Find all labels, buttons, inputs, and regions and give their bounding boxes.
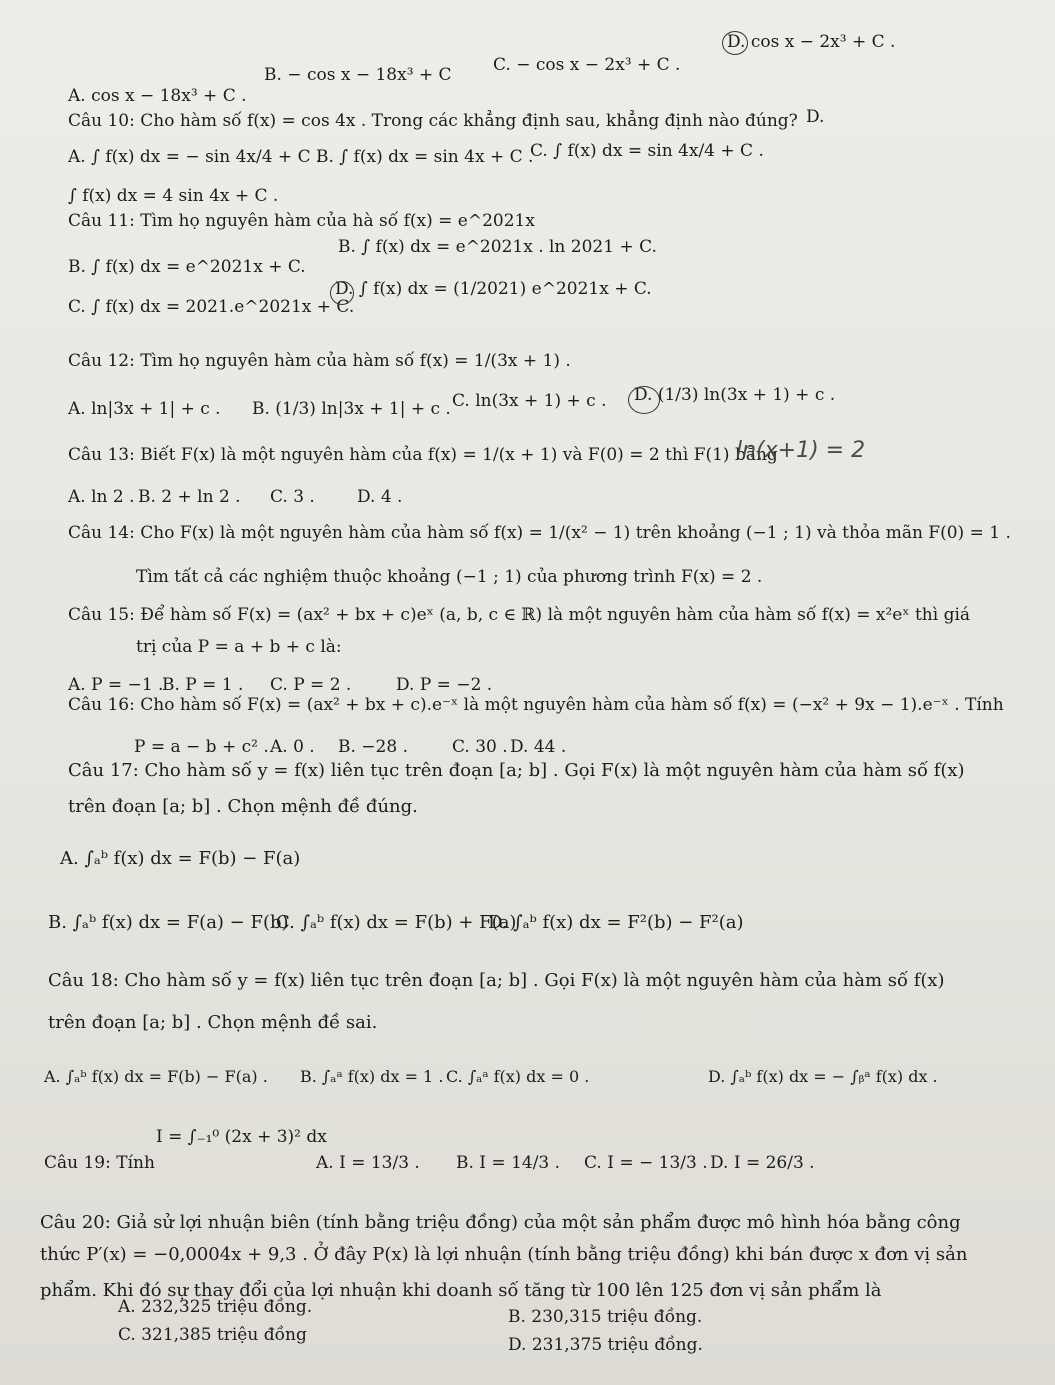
q19-option-b: B. I = 14/3 . (456, 1153, 561, 1173)
q20-option-d: D. 231,375 triệu đồng. (508, 1335, 703, 1355)
q20-line3: phẩm. Khi đó sự thay đổi của lợi nhuận khi doanh số tăng từ 100 lên 125 đơn vị sản phẩm là (40, 1280, 882, 1301)
q10-option-a: A. ∫ f(x) dx = − sin 4x/4 + C . (68, 147, 322, 167)
q20-option-a: A. 232,325 triệu đồng. (118, 1297, 313, 1317)
answer-mark-circle (722, 31, 748, 55)
q10-option-b: B. ∫ f(x) dx = sin 4x + C . (316, 147, 534, 167)
q9-option-c: C. − cos x − 2x³ + C . (493, 55, 681, 75)
q11-option-d: D. ∫ f(x) dx = (1/2021) e^2021x + C. (335, 279, 652, 299)
q12-stem: Câu 12: Tìm họ nguyên hàm của hàm số f(x) = 1/(3x + 1) . (68, 351, 571, 371)
q16-option-a: A. 0 . (270, 737, 315, 757)
q16-option-c: C. 30 . (452, 737, 508, 757)
q17-option-a: A. ∫ₐᵇ f(x) dx = F(b) − F(a) (60, 848, 301, 869)
q12-option-c: C. ln(3x + 1) + c . (452, 391, 607, 411)
q12-option-a: A. ln|3x + 1| + c . (68, 399, 221, 419)
q15-option-c: C. P = 2 . (270, 675, 352, 695)
q18-option-a: A. ∫ₐᵇ f(x) dx = F(b) − F(a) . (44, 1067, 268, 1086)
q13-option-d: D. 4 . (357, 487, 403, 507)
q15-option-d: D. P = −2 . (396, 675, 493, 695)
q10-option-d: D. (806, 107, 825, 127)
q16-stem: Câu 16: Cho hàm số F(x) = (ax² + bx + c).e⁻ˣ là một nguyên hàm của hàm số f(x) = (−x² + 9x − 1).e⁻ˣ . Tính (68, 695, 1004, 715)
q10-stem: Câu 10: Cho hàm số f(x) = cos 4x . Trong các khẳng định sau, khẳng định nào đúng? (68, 111, 798, 131)
q18-stem: Câu 18: Cho hàm số y = f(x) liên tục trên đoạn [a; b] . Gọi F(x) là một nguyên hàm của hàm số f(x) (48, 970, 945, 991)
q18-option-b: B. ∫ₐᵃ f(x) dx = 1 . (300, 1067, 444, 1086)
handwritten-note: ln(x+1) = 2 (736, 438, 866, 463)
q12-option-d: D. (1/3) ln(3x + 1) + c . (634, 385, 836, 405)
answer-mark-circle (628, 386, 660, 414)
q18-line2: trên đoạn [a; b] . Chọn mệnh đề sai. (48, 1012, 378, 1033)
q11-option-b1: B. ∫ f(x) dx = e^2021x + C. (68, 257, 306, 277)
q19-integral: I = ∫₋₁⁰ (2x + 3)² dx (156, 1127, 327, 1147)
q10-option-d-text: ∫ f(x) dx = 4 sin 4x + C . (68, 186, 279, 206)
q11-option-c: C. ∫ f(x) dx = 2021.e^2021x + C. (68, 297, 355, 317)
q17-option-d: D. ∫ₐᵇ f(x) dx = F²(b) − F²(a) (488, 912, 744, 933)
q16-option-d: D. 44 . (510, 737, 567, 757)
q19-option-d: D. I = 26/3 . (710, 1153, 815, 1173)
q18-option-c: C. ∫ₐᵃ f(x) dx = 0 . (446, 1067, 590, 1086)
q15-line2: trị của P = a + b + c là: (136, 637, 342, 657)
q15-stem: Câu 15: Để hàm số F(x) = (ax² + bx + c)eˣ (a, b, c ∈ ℝ) là một nguyên hàm của hàm số f(x) = x²eˣ thì giá (68, 605, 971, 625)
q20-option-c: C. 321,385 triệu đồng (118, 1325, 307, 1345)
q9-option-b: B. − cos x − 18x³ + C (264, 65, 452, 85)
q16-option-b: B. −28 . (338, 737, 408, 757)
q15-option-a: A. P = −1 . (68, 675, 164, 695)
q13-stem: Câu 13: Biết F(x) là một nguyên hàm của f(x) = 1/(x + 1) và F(0) = 2 thì F(1) bằng (68, 445, 778, 465)
q13-option-a: A. ln 2 . (68, 487, 135, 507)
q13-option-b: B. 2 + ln 2 . (138, 487, 241, 507)
q20-option-b: B. 230,315 triệu đồng. (508, 1307, 703, 1327)
q9-option-a: A. cos x − 18x³ + C . (68, 86, 247, 106)
q14-stem: Câu 14: Cho F(x) là một nguyên hàm của hàm số f(x) = 1/(x² − 1) trên khoảng (−1 ; 1) và thỏa mãn F(0) = 1 . (68, 523, 1011, 543)
q14-line2: Tìm tất cả các nghiệm thuộc khoảng (−1 ; 1) của phương trình F(x) = 2 . (136, 567, 763, 587)
q19-label: Câu 19: Tính (44, 1153, 155, 1173)
q19-option-a: A. I = 13/3 . (316, 1153, 420, 1173)
q15-option-b: B. P = 1 . (162, 675, 244, 695)
q19-option-c: C. I = − 13/3 . (584, 1153, 708, 1173)
q17-option-b: B. ∫ₐᵇ f(x) dx = F(a) − F(b) (48, 912, 289, 933)
answer-mark-circle (330, 281, 354, 305)
q13-option-c: C. 3 . (270, 487, 315, 507)
q20-line2: thức P′(x) = −0,0004x + 9,3 . Ở đây P(x) là lợi nhuận (tính bằng triệu đồng) khi bán được x đơn vị sản (40, 1244, 968, 1265)
q17-line2: trên đoạn [a; b] . Chọn mệnh đề đúng. (68, 796, 418, 817)
q18-option-d: D. ∫ₐᵇ f(x) dx = − ∫ᵦᵃ f(x) dx . (708, 1067, 938, 1086)
q12-option-b: B. (1/3) ln|3x + 1| + c . (252, 399, 451, 419)
q11-stem: Câu 11: Tìm họ nguyên hàm của hà số f(x) = e^2021x (68, 211, 535, 231)
q9-option-d: D. cos x − 2x³ + C . (727, 32, 896, 52)
q17-option-c: C. ∫ₐᵇ f(x) dx = F(b) + F(a) (276, 912, 517, 933)
q10-option-c: C. ∫ f(x) dx = sin 4x/4 + C . (530, 141, 764, 161)
q11-option-b2: B. ∫ f(x) dx = e^2021x . ln 2021 + C. (338, 237, 657, 257)
q20-line1: Câu 20: Giả sử lợi nhuận biên (tính bằng triệu đồng) của một sản phẩm được mô hình hóa bằng công (40, 1212, 961, 1233)
q16-line2: P = a − b + c² . (134, 737, 269, 757)
q17-stem: Câu 17: Cho hàm số y = f(x) liên tục trên đoạn [a; b] . Gọi F(x) là một nguyên hàm của hàm số f(x) (68, 760, 965, 781)
